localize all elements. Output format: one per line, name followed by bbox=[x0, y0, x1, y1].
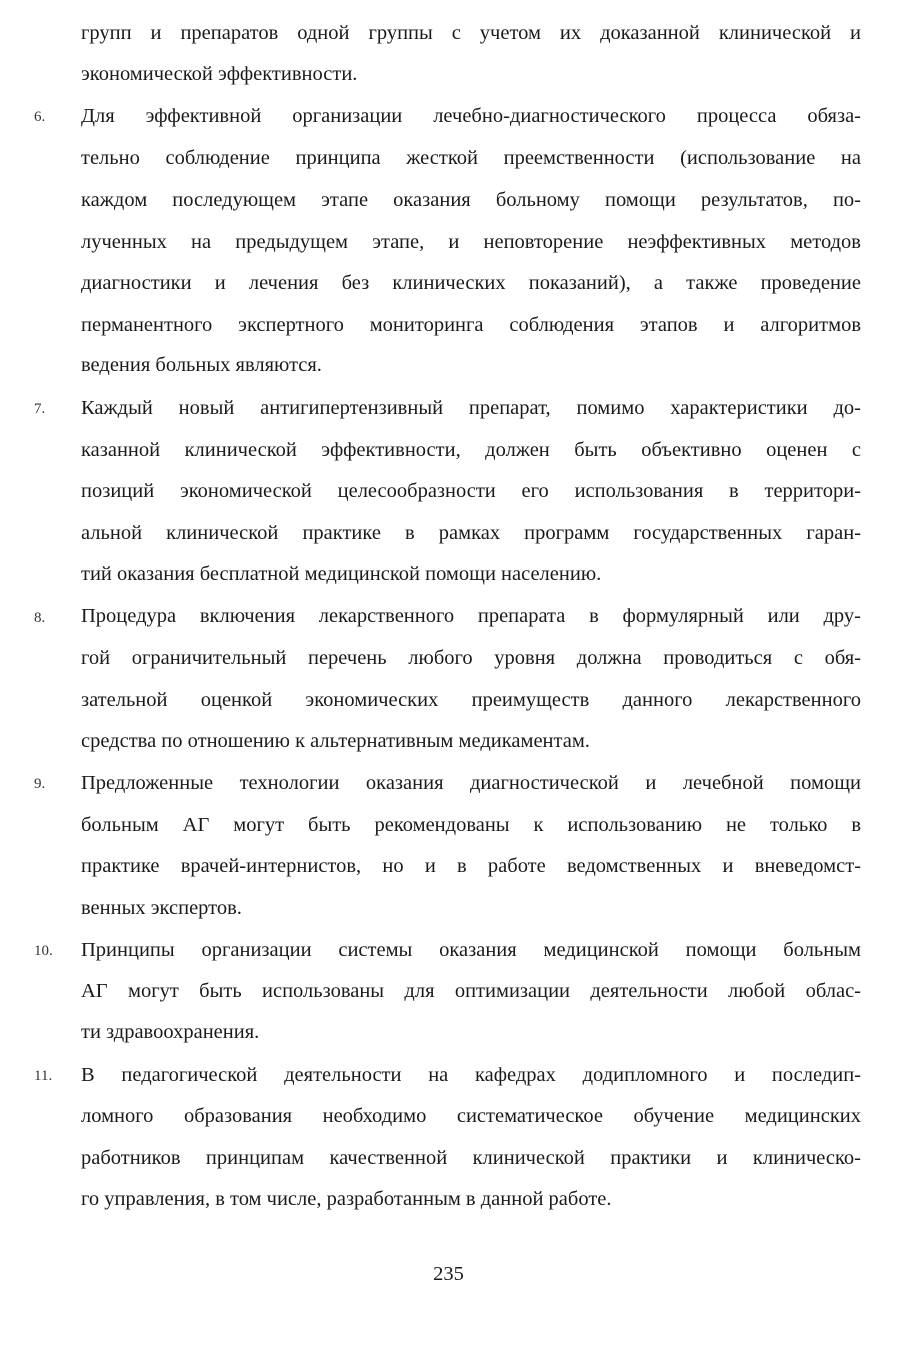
page-number: 235 bbox=[433, 1263, 464, 1285]
list-item-line: перманентного экспертного мониторинга соблюдения этапов и алгоритмов bbox=[81, 314, 861, 336]
list-item-line: практике врачей-интернистов, но и в работе ведомственных и вневедомст- bbox=[81, 855, 861, 877]
list-item-line: Предложенные технологии оказания диагностической и лечебной помощи bbox=[81, 772, 861, 794]
list-item-line: Для эффективной организации лечебно-диагностического процесса обяза- bbox=[81, 105, 861, 127]
list-item-line: больным АГ могут быть рекомендованы к использованию не только в bbox=[81, 814, 861, 836]
list-item-line: В педагогической деятельности на кафедрах додипломного и последип- bbox=[81, 1064, 861, 1086]
list-item-line: тельно соблюдение принципа жесткой преемственности (использование на bbox=[81, 147, 861, 169]
list-item-line: каждом последующем этапе оказания больному помощи результатов, по- bbox=[81, 189, 861, 211]
list-item-line: гой ограничительный перечень любого уровня должна проводиться с обя- bbox=[81, 647, 861, 669]
list-item-line: ломного образования необходимо систематическое обучение медицинских bbox=[81, 1105, 861, 1127]
list-item-line: го управления, в том числе, разработанным в данной работе. bbox=[81, 1188, 612, 1210]
intro-line: экономической эффективности. bbox=[81, 63, 358, 85]
list-item-line: средства по отношению к альтернативным медикаментам. bbox=[81, 730, 590, 752]
list-item-line: ведения больных являются. bbox=[81, 354, 322, 376]
list-item-line: альной клинической практике в рамках программ государственных гаран- bbox=[81, 522, 861, 544]
list-item-line: АГ могут быть использованы для оптимизации деятельности любой облас- bbox=[81, 980, 861, 1002]
list-item-line: венных экспертов. bbox=[81, 897, 242, 919]
intro-line: групп и препаратов одной группы с учетом их доказанной клинической и bbox=[81, 22, 861, 44]
list-item-line: диагностики и лечения без клинических показаний), а также проведение bbox=[81, 272, 861, 294]
list-item-line: Процедура включения лекарственного препарата в формулярный или дру- bbox=[81, 605, 861, 627]
list-item-line: Принципы организации системы оказания медицинской помощи больным bbox=[81, 939, 861, 961]
list-item-line: ти здравоохранения. bbox=[81, 1021, 260, 1043]
list-item-line: казанной клинической эффективности, должен быть объективно оценен с bbox=[81, 439, 861, 461]
list-item-line: тий оказания бесплатной медицинской помощи населению. bbox=[81, 563, 602, 585]
list-item-line: позиций экономической целесообразности его использования в территори- bbox=[81, 480, 861, 502]
list-item-line: Каждый новый антигипертензивный препарат, помимо характеристики до- bbox=[81, 397, 861, 419]
list-item-number: 7. bbox=[34, 401, 46, 417]
list-item-line: работников принципам качественной клинической практики и клиническо- bbox=[81, 1147, 861, 1169]
list-item-line: лученных на предыдущем этапе, и неповторение неэффективных методов bbox=[81, 231, 861, 253]
list-item-number: 9. bbox=[34, 776, 46, 792]
list-item-number: 11. bbox=[34, 1068, 53, 1084]
list-item-number: 10. bbox=[34, 943, 53, 959]
list-item-number: 8. bbox=[34, 610, 46, 626]
list-item-line: зательной оценкой экономических преимуществ данного лекарственного bbox=[81, 689, 861, 711]
list-item-number: 6. bbox=[34, 109, 46, 125]
